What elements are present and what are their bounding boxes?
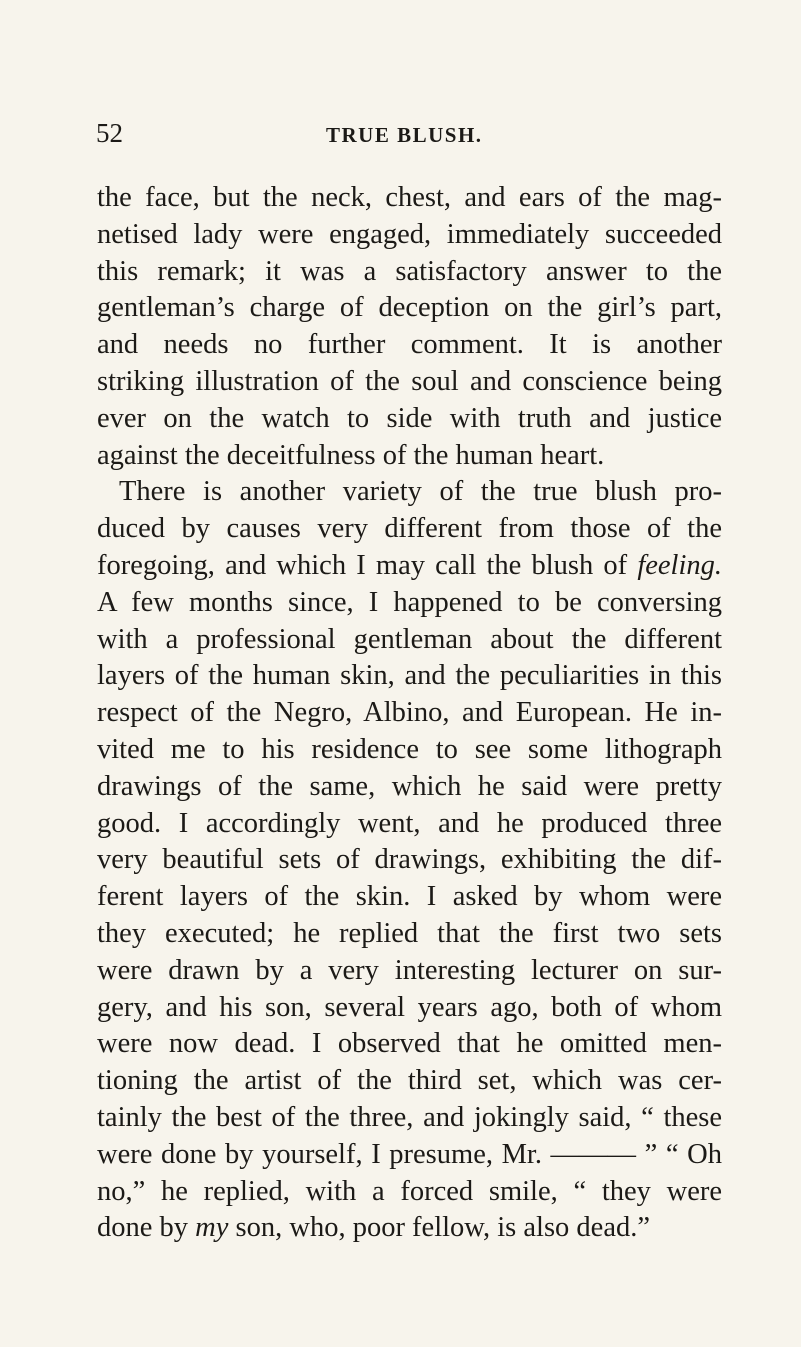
text-line: respect of the Negro, Albino, and European. He in- <box>97 697 722 729</box>
text-line: were now dead. I observed that he omitted men- <box>97 1028 722 1060</box>
text-line: this remark; it was a satisfactory answer to the <box>97 255 722 287</box>
text-line: A few months since, I happened to be conversing <box>97 586 722 618</box>
text-line: were drawn by a very interesting lecturer on sur- <box>97 954 722 986</box>
text-line: no,” he replied, with a forced smile, “ they were <box>97 1175 722 1207</box>
body-text <box>97 180 722 1247</box>
text-line: gentleman’s charge of deception on the girl’s part, <box>97 292 722 324</box>
text-line: layers of the human skin, and the peculiarities in this <box>97 660 722 692</box>
text-line: ferent layers of the skin. I asked by whom were <box>97 881 722 913</box>
page-header <box>96 118 736 148</box>
text-line: and needs no further comment. It is another <box>97 329 722 361</box>
text-line: striking illustration of the soul and conscience being <box>97 365 722 397</box>
text-line: drawings of the same, which he said were pretty <box>97 770 722 802</box>
text-line: netised lady were engaged, immediately succeeded <box>97 218 722 250</box>
text-line: tainly the best of the three, and jokingly said, “ these <box>97 1101 722 1133</box>
text-segment: foregoing, and which I may call the blush <box>97 549 604 581</box>
text-line: ever on the watch to side with truth and justice <box>97 402 722 434</box>
text-line: were done by yourself, I presume, Mr. ——— ” “ Oh <box>97 1138 722 1170</box>
text-line-feeling <box>97 548 722 585</box>
text-segment: of <box>603 549 638 581</box>
paragraph-start-line: There is another variety of the true blush pro- <box>119 476 722 508</box>
text-line: they executed; he replied that the first two sets <box>97 917 722 949</box>
text-segment: done by <box>97 1212 196 1244</box>
text-line: vited me to his residence to see some lithograph <box>97 733 722 765</box>
italic-word: my <box>195 1212 229 1244</box>
text-line-my <box>97 1210 722 1247</box>
text-line: the face, but the neck, chest, and ears of the mag- <box>97 182 722 213</box>
running-head: TRUE BLUSH. <box>326 123 483 147</box>
italic-word: feeling. <box>637 549 722 581</box>
page-number: 52 <box>96 118 123 148</box>
text-line: gery, and his son, several years ago, both of whom <box>97 991 722 1023</box>
text-line: good. I accordingly went, and he produced three <box>97 807 722 839</box>
text-line: very beautiful sets of drawings, exhibiting the dif- <box>97 844 722 876</box>
text-line: duced by causes very different from those of the <box>97 513 722 545</box>
text-line: with a professional gentleman about the different <box>97 623 722 655</box>
text-line: tioning the artist of the third set, which was cer- <box>97 1065 722 1097</box>
text-line: against the deceitfulness of the human heart. <box>97 439 605 471</box>
text-segment: son, who, poor fellow, is also dead.” <box>228 1212 651 1244</box>
